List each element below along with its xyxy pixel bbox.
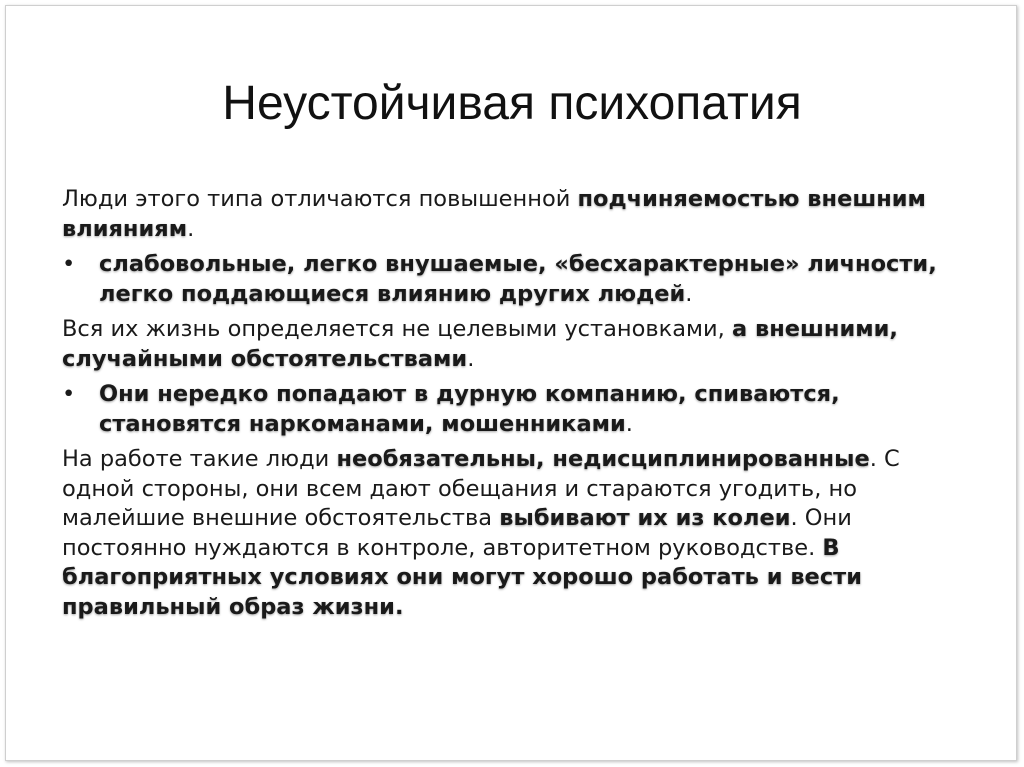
slide-body (62, 185, 962, 628)
text-run: Люди этого типа отличаются повышенной (62, 186, 578, 212)
emphasis-run: Они нередко попадают в дурную компанию, спиваются, становятся наркоманами, мошенниками (99, 381, 840, 437)
paragraph-1 (62, 185, 962, 244)
emphasis-run: В благоприятных условиях они могут хорошо работать и вести правильный образ жизни. (62, 534, 862, 620)
text-run: Вся их жизнь определяется не целевыми установками, (62, 316, 732, 342)
emphasis-run: выбивают их из колеи (499, 505, 791, 531)
text-run: . (467, 345, 475, 372)
bullet-icon: • (62, 381, 76, 407)
paragraph-3 (62, 445, 962, 622)
text-run: . Они постоянно нуждаются в контроле, авторитетном руководстве. (62, 505, 852, 561)
emphasis-run: а внешними, случайными обстоятельствами (62, 316, 898, 372)
text-run: . (625, 410, 633, 437)
text-run: . (187, 215, 195, 242)
text-run: На работе такие люди (62, 446, 337, 472)
emphasis-run: необязательны, недисциплинированные (336, 446, 870, 472)
slide (5, 5, 1017, 761)
emphasis-run: слабовольные, легко внушаемые, «бесхарактерные» личности, легко поддающиеся влиянию других людей (99, 251, 937, 307)
bullet-item-2 (62, 380, 962, 439)
paragraph-2 (62, 315, 962, 374)
slide-title: Неустойчивая психопатия (222, 77, 802, 130)
text-run: . С одной стороны, они всем дают обещания и стараются угодить, но малейшие внешние обстоятельства (62, 446, 900, 531)
text-run: . (685, 280, 693, 307)
bullet-item-1 (62, 250, 962, 309)
bullet-icon: • (62, 251, 76, 277)
emphasis-run: подчиняемостью внешним влияниям (62, 186, 926, 242)
